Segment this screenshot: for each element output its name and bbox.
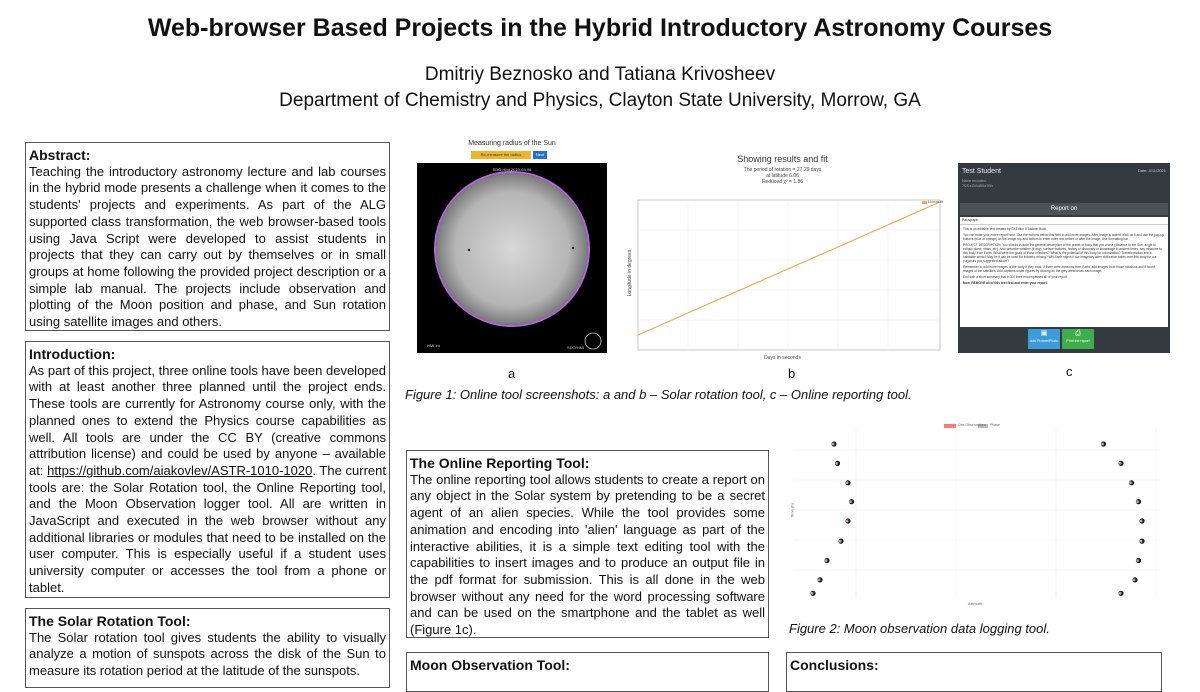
report-para-5: End with a short summary that in 3-4 lines encompasses all of your report. [963, 275, 1068, 279]
sunspot [572, 247, 574, 249]
conclusions-heading: Conclusions: [790, 657, 879, 673]
report-sub1: Name encoded: [962, 179, 987, 183]
figure1a-sun-tool [417, 139, 607, 353]
solar-tool-text: The Solar rotation tool gives students the ability to visually analyze a motion of sunspots across the disk of the Sun to measure its rotation period at the latitude of the sunspots. [29, 629, 386, 679]
moon-right-phase-7 [1119, 462, 1122, 465]
report-para-2: You can enter your entire report here. Use the buttons below this field to add more images. After image is added, click on it and use the pop-up buttons (blue or orange) on the image top and bottom to enter more text before or after the image. Use formatting bar. [963, 233, 1164, 241]
moon-left-phase-6 [825, 559, 828, 562]
sun-image [417, 163, 607, 353]
introduction-box [25, 341, 390, 598]
report-title: Report on [960, 203, 1168, 215]
solar-tool-heading: The Solar Rotation Tool: [29, 613, 191, 629]
figure1-caption: Figure 1: Online tool screenshots: a and b – Solar rotation tool, c – Online reporting tool. [405, 387, 912, 402]
moon-right-phase-1 [1133, 579, 1136, 582]
fit-chart [620, 152, 945, 362]
moon-plot-area [794, 428, 1160, 600]
figure1-label-c: c [1066, 364, 1073, 379]
sun-disk [436, 173, 588, 325]
fit-legend-swatch [922, 201, 927, 204]
fit-xlabel: Days in seconds [764, 355, 801, 361]
fit-period: The period of rotation = 27.29 days [743, 167, 822, 173]
report-para-3: PROJECT DESCRIPTION: You should include the general description of the planet or body that you chose (distance to the Sun, angle to ecliptic plane, mass, etc). Also describe weather (if any), surface features, history of discovery or knowledge in ancient times, any missions to this body from Earth. What were the goals of those missions? What is the potential of this body for colonization? Transformation into a habitable world? May be it can be used for industry, mining? Will Earth object if our imaginary alien civilization takes over this body for our purposes you suggested above? [963, 243, 1162, 263]
moon-right-phase-2 [1136, 559, 1139, 562]
sun-date-stamp: SDO HMI 2019-03-06 [492, 167, 532, 172]
format-toolbar[interactable] [960, 217, 1168, 225]
report-date: Date: 4/11/2021 [1137, 168, 1166, 173]
moon-ylabel: Time (h) [789, 503, 795, 518]
figure1-label-b: b [788, 366, 796, 381]
add-image-label: Add Picture/Photo [1029, 339, 1059, 343]
sun-corner-right: SDO/HMI [567, 345, 585, 350]
moon-right-phase-6 [1129, 481, 1132, 484]
github-link[interactable]: https://github.com/aiakovlev/ASTR-1010-1020 [47, 462, 313, 478]
moon-left-phase-3 [849, 500, 852, 503]
moon-left-phase-7 [818, 579, 821, 582]
introduction-text-after: . The current tools are: the Solar Rotation tool, the Online Reporting tool, and the Moon Observation logger tool. All are written in JavaScript and executed in the web browser without any additional libraries or modules that need to be installed on the user computer. This is especially useful if a student uses university computer or accesses the tool from a phone or tablet. [29, 462, 386, 595]
moon-tool-heading: Moon Observation Tool: [410, 657, 570, 673]
moon-tool-box [406, 652, 769, 692]
report-para-6: Now, REMOVE all of this text first and enter your report. [963, 281, 1048, 285]
moon-left-phase-4 [846, 520, 849, 523]
image-icon: ▣ [1040, 330, 1048, 337]
solar-tool-box [25, 608, 390, 688]
figure1b-fit-plot [620, 152, 945, 362]
moon-right-phase-5 [1136, 500, 1139, 503]
fit-legend: Linear fit [928, 199, 944, 204]
moon-left-phase-1 [835, 462, 838, 465]
introduction-text-before: As part of this project, three online tools have been developed with at least another three planned until the project ends. These tools are currently for Astronomy course only, with the planned ones to extend the Physics course capabilities as well. All tools are under the CC BY (creative commons attribution license) and could be used by anyone – available at: [29, 362, 386, 478]
sunspot [468, 249, 470, 251]
report-editor[interactable] [960, 217, 1168, 327]
abstract-text: Teaching the introductory astronomy lecture and lab courses in the hybrid mode presents a challenge when it comes to the students' projects and experiments. As part of the ALG supported class transformation, the web browser-based tools using Java Script were developed to assist students in projects that they can carry out by themselves or in small groups at home following the provided project description or a simple lab manual. The projects include observation and plotting of the Moon position and phase, and Sun rotation using satellite images and others. [29, 163, 386, 330]
moon-chart [786, 420, 1164, 610]
moon-left-phase-5 [839, 540, 842, 543]
abstract-heading: Abstract: [29, 147, 91, 163]
affiliation: Department of Chemistry and Physics, Clayton State University, Morrow, GA [279, 90, 921, 111]
poster-title: Web-browser Based Projects in the Hybrid Introductory Astronomy Courses [147, 14, 1053, 42]
conclusions-box [786, 652, 1162, 692]
printer-icon: ⎙ [1075, 330, 1081, 337]
author-block [0, 62, 1200, 114]
reporting-tool-text: The online reporting tool allows students to create a report on any object in the Solar system by pretending to be a secret agent of an alien species. While the tool provides some animation and encoding into 'alien' language as part of the interactive abilities, it is a simple text editing tool with the capabilities to insert images and to produce an output file in the pdf format for submission. This is all done in the web browser without any need for the word processing software and can be used on the smartphone and the tablet as well (Figure 1c). [410, 471, 765, 638]
report-sub2: 7f2f1e2b5d8f4a7f9b [962, 184, 994, 188]
next-button[interactable]: Next [533, 151, 547, 159]
report-para-4: Remember to add more images of the body if they exist. If there were missions from Earth, add images from those missions and if found, images of the satellites. Add captions under figures by clicking on the grey area below each image. [963, 265, 1156, 273]
add-image-button[interactable] [1028, 329, 1060, 349]
fit-latitude: at latitude 6.06 [766, 173, 799, 179]
remeasure-button[interactable]: Re-measure the radius [471, 151, 531, 159]
abstract-box [25, 142, 390, 331]
fit-chi2: Reduced χ² = 1.86 [761, 179, 804, 185]
moon-left-phase-2 [846, 481, 849, 484]
reporting-tool-box [406, 450, 769, 638]
figure1-label-a: a [508, 366, 516, 381]
moon-legend-a: Obs Observations [958, 423, 987, 427]
sun-corner-left: HMI Int [427, 343, 440, 348]
figure2-moon-chart [786, 420, 1164, 610]
introduction-heading: Introduction: [29, 346, 116, 362]
print-label: Print the report [1066, 339, 1090, 343]
figure1c-report-tool [958, 163, 1170, 353]
paragraph-select[interactable]: Paragraph [962, 218, 979, 222]
reporting-tool-heading: The Online Reporting Tool: [410, 455, 590, 471]
fit-ylabel: Longitude in degrees [627, 249, 633, 297]
fit-title: Showing results and fit [737, 154, 828, 164]
moon-legend-b: Phase [990, 423, 1000, 427]
figure2-caption: Figure 2: Moon observation data logging tool. [789, 621, 1050, 636]
moon-right-phase-0 [1119, 592, 1122, 595]
moon-left-phase-0 [832, 443, 835, 446]
moon-legend-swatch-a [944, 424, 956, 428]
report-para-1: This is an editable text created by CKEditor 5 Balloon Build. [963, 227, 1048, 231]
moon-left-phase-8 [811, 592, 814, 595]
print-button[interactable] [1062, 329, 1094, 349]
authors: Dmitriy Beznosko and Tatiana Krivosheev [424, 64, 776, 85]
report-student-name: Test Student [962, 168, 1001, 175]
moon-right-phase-8 [1101, 443, 1104, 446]
moon-xlabel: Azimuth [967, 601, 983, 606]
report-text [960, 225, 1168, 287]
sun-tool-title: Measuring radius of the Sun [468, 140, 556, 147]
moon-right-phase-3 [1140, 540, 1143, 543]
moon-right-phase-4 [1140, 520, 1143, 523]
